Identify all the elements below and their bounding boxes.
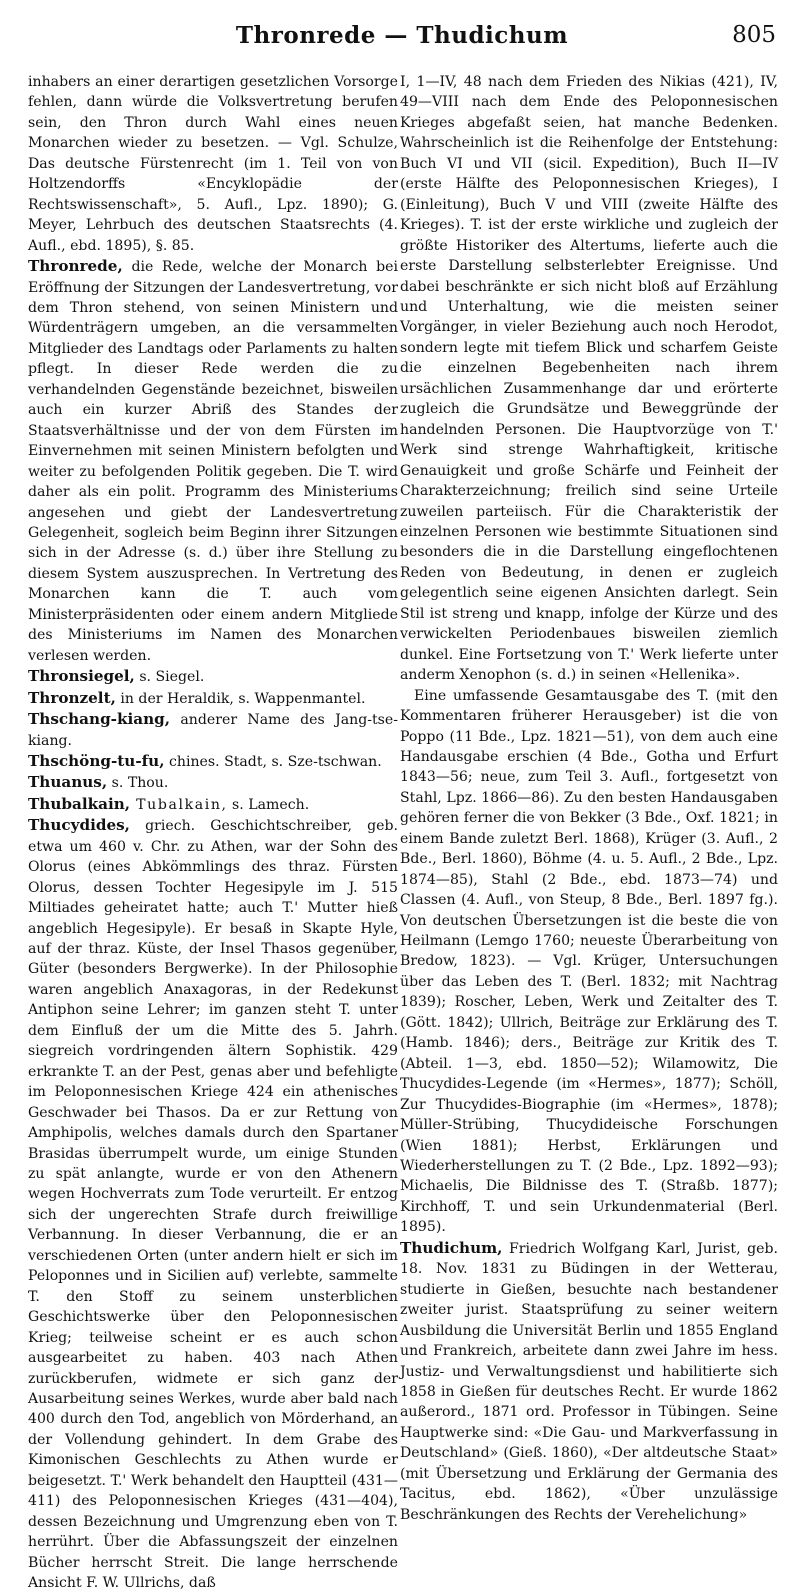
entry-text: s. Siegel. — [134, 669, 205, 686]
continued-paragraph: I, 1—IV, 48 nach dem Frieden des Nikias (421), IV, 49—VIII nach dem Ende des Peloponnesischen Krieges abgefaßt seien, hat manche Bedenken. Wahrscheinlich ist die Reihenfolge der Entstehung: Buch VI und VII (sicil. Expedition), Buch II—IV (erste Hälfte des Peloponnesischen Krieges), I (Einleitung), Buch V und VIII (zweite Hälfte des Krieges). T. ist der erste wirkliche und zugleich der größte Historiker des Altertums, lieferte auch die erste Darstellung selbsterlebter Ereignisse. Und dabei beschränkte er sich nicht bloß auf Erzählung und Unterhaltung, wie die meisten seiner Vorgänger, in vieler Beziehung auch noch Herodot, sondern legte mit tiefem Blick und scharfem Geiste die einzelnen Begebenheiten nach ihrem ursächlichen Zusammenhange dar und erörterte zugleich die Grundsätze und Beweggründe der handelnden Personen. Die Hauptvorzüge von T.' Werk sind strenge Wahrhaftigkeit, kritische Genauigkeit und große Schärfe und Feinheit der Charakterzeichnung; freilich sind seine Urteile zuweilen parteiisch. Für die Charakteristik der einzelnen Personen wie bestimmte Situationen sind besonders die in die Darstellung eingeflochtenen Reden von Bedeutung, in denen er zugleich gelegentlich seine eigenen Ansichten darlegt. Sein Stil ist streng und knapp, infolge der Kürze und des verwickelten Periodenbaues bisweilen ziemlich dunkel. Eine Fortsetzung von T.' Werk lieferte unter anderm Xenophon (s. d.) in seinen «Hellenika». — [400, 74, 778, 684]
entry-thschoeng-tu-fu — [28, 751, 398, 772]
entry-text: chines. Stadt, s. Sze-tschwan. — [164, 753, 382, 770]
headword: Thudichum, — [400, 1238, 503, 1257]
entry-text: s. Lamech. — [227, 796, 310, 813]
headword: Thschöng-tu-fu, — [28, 751, 165, 770]
headword: Thronrede, — [28, 257, 123, 276]
spaced-term: Tubalkain, — [130, 796, 228, 813]
entry-text: anderer Name des Jang-tse-kiang. — [28, 712, 398, 749]
entry-thucydides — [28, 815, 398, 1593]
headword: Thubalkain, — [28, 794, 131, 813]
page-number: 805 — [732, 22, 776, 48]
headword: Thronzelt, — [28, 688, 116, 707]
continued-paragraph: inhabers an einer derartigen gesetzlichen Vorsorge fehlen, dann würde die Volksvertretung berufen sein, den Thron durch Wahl eines neuen Monarchen wieder zu besetzen. — Vgl. Schulze, Das deutsche Fürstenrecht (im 1. Teil von von Holtzendorffs «Encyklopädie der Rechtswissenschaft», 5. Aufl., Lpz. 1890); G. Meyer, Lehrbuch des deutschen Staatsrechts (4. Aufl., ebd. 1895), §. 85. — [28, 74, 398, 254]
entry-text: in der Heraldik, s. Wappenmantel. — [115, 690, 366, 707]
entry-thronzelt — [28, 688, 398, 709]
entry-thronsiegel — [28, 666, 398, 687]
entry-thschang-kiang — [28, 709, 398, 751]
headword: Thronsiegel, — [28, 667, 135, 686]
entry-thuanus — [28, 772, 398, 793]
entry-text: s. Thou. — [107, 775, 169, 792]
page-header — [28, 22, 776, 62]
entry-thubalkain — [28, 794, 398, 815]
entry-thudichum — [400, 1238, 778, 1525]
headword: Thucydides, — [28, 816, 130, 835]
bibliography-paragraph: Eine umfassende Gesamtausgabe des T. (mit den Kommentaren früherer Herausgeber) ist die von Poppo (11 Bde., Lpz. 1821—51), von dem auch eine Handausgabe erschien (4 Bde., Gotha und Erfurt 1843—56; neue, zum Teil 3. Aufl., fortgesetzt von Stahl, Lpz. 1866—86). Zu den besten Handausgaben gehören ferner die von Bekker (3 Bde., Oxf. 1821; in einem Bande zuletzt Berl. 1868), Krüger (3. Aufl., 2 Bde., Berl. 1860), Böhme (4. u. 5. Aufl., 2 Bde., Lpz. 1874—85), Stahl (2 Bde., ebd. 1873—74) und Classen (4. Aufl., von Steup, 8 Bde., Berl. 1897 fg.). Von deutschen Übersetzungen ist die beste die von Heilmann (Lemgo 1760; neueste Überarbeitung von Bredow, 1823). — Vgl. Krüger, Untersuchungen über das Leben des T. (Berl. 1832; mit Nachtrag 1839); Roscher, Leben, Werk und Zeitalter des T. (Gött. 1842); Ullrich, Beiträge zur Erklärung des T. (Hamb. 1846); ders., Beiträge zur Kritik des T. (Abteil. 1—3, ebd. 1850—52); Wilamowitz, Die Thucydides-Legende (im «Hermes», 1877); Schöll, Zur Thucydides-Biographie (im «Hermes», 1878); Müller-Strübing, Thucydideische Forschungen (Wien 1881); Herbst, Erklärungen und Wiederherstellungen zu T. (2 Bde., Lpz. 1892—93); Michaelis, Die Bildnisse des T. (Straßb. 1877); Kirchhoff, T. und sein Urkundenmaterial (Berl. 1895). — [400, 687, 778, 1236]
entry-text: die Rede, welche der Monarch bei Eröffnung der Sitzungen der Landesvertretung, vor dem Thron stehend, von seinen Ministern und Würdenträgern umgeben, an die versammelten Mitglieder des Landtags oder Parlaments zu halten pflegt. In dieser Rede werden die zu verhandelnden Gegenstände bezeichnet, bisweilen auch ein kurzer Abriß des Standes der Staatsverhältnisse und der von dem Fürsten im Einvernehmen mit seinen Ministern befolgten und weiter zu befolgenden Politik gegeben. Die T. wird daher als ein polit. Programm des Ministeriums angesehen und giebt der Landesvertretung Gelegenheit, sogleich beim Beginn ihrer Sitzungen sich in der Adresse (s. d.) über ihre Stellung zu diesem System auszusprechen. In Vertretung des Monarchen kann die T. auch vom Ministerpräsidenten oder einem andern Mitgliede des Ministeriums im Namen des Monarchen verlesen werden. — [28, 259, 398, 664]
headword: Thschang-kiang, — [28, 710, 171, 729]
entry-text: griech. Geschichtschreiber, geb. etwa um 460 v. Chr. zu Athen, war der Sohn des Olorus (eines Abkömmlings des thraz. Fürsten Olorus, dessen Tochter Hegesipyle im J. 515 Miltiades geheiratet hatte; auch T.' Mutter hieß angeblich Hegesipyle). Er besaß in Skapte Hyle, auf der thraz. Küste, der Insel Thasos gegenüber, Güter (besonders Bergwerke). In der Philosophie waren angeblich Anaxagoras, in der Redekunst Antiphon seine Lehrer; im ganzen steht T. unter dem Einfluß der um die Mitte des 5. Jahrh. siegreich vordringenden ältern Sophistik. 429 erkrankte T. an der Pest, genas aber und befehligte im Peloponnesischen Kriege 424 ein athenisches Geschwader bei Thasos. Da er zur Rettung von Amphipolis, welches damals durch den Spartaner Brasidas überrumpelt wurde, um einige Stunden zu spät anlangte, wurde er von den Athenern wegen Hochverrats zum Tode verurteilt. Er entzog sich der ungerechten Strafe durch freiwillige Verbannung. In dieser Verbannung, die er an verschiedenen Orten (unter andern hielt er sich im Peloponnes und in Sicilien auf) verlebte, sammelte T. den Stoff zu seinem unsterblichen Geschichtswerke über den Peloponnesischen Krieg; teilweise scheint er es auch schon ausgearbeitet zu haben. 403 nach Athen zurückberufen, widmete er sich ganz der Ausarbeitung seines Werkes, wurde aber bald nach 400 durch den Tod, angeblich von Mörderhand, an der Vollendung gehindert. In dem Grabe des Kimonischen Geschlechts zu Athen wurde er beigesetzt. T.' Werk behandelt den Hauptteil (431—411) des Peloponnesischen Krieges (431—404), dessen Bezeichnung und Umgrenzung eben von T. herrührt. Über die Abfassungszeit der einzelnen Bücher herrscht Streit. Die lange herrschende Ansicht F. W. Ullrichs, daß — [28, 818, 398, 1592]
entry-thronrede — [28, 256, 398, 666]
entry-text: Friedrich Wolfgang Karl, Jurist, geb. 18. Nov. 1831 zu Büdingen in der Wetterau, studierte in Gießen, besuchte nach bestandener zweiter jurist. Staatsprüfung zu seiner weitern Ausbildung die Universität Berlin und 1855 England und Frankreich, arbeitete dann zwei Jahre im hess. Justiz- und Verwaltungsdienst und habilitierte sich 1858 in Gießen für deutsches Recht. Er wurde 1862 außerord., 1871 ord. Professor in Tübingen. Seine Hauptwerke sind: «Die Gau- und Markverfassung in Deutschland» (Gieß. 1860), «Der altdeutsche Staat» (mit Übersetzung und Erklärung der Germania des Tacitus, ebd. 1862), «Über unzulässige Beschränkungen des Rechts der Verehelichung» — [400, 1240, 778, 1523]
right-column — [400, 72, 778, 1525]
running-title: Thronrede — Thudichum — [235, 22, 569, 49]
headword: Thuanus, — [28, 773, 108, 792]
left-column — [28, 72, 398, 1594]
